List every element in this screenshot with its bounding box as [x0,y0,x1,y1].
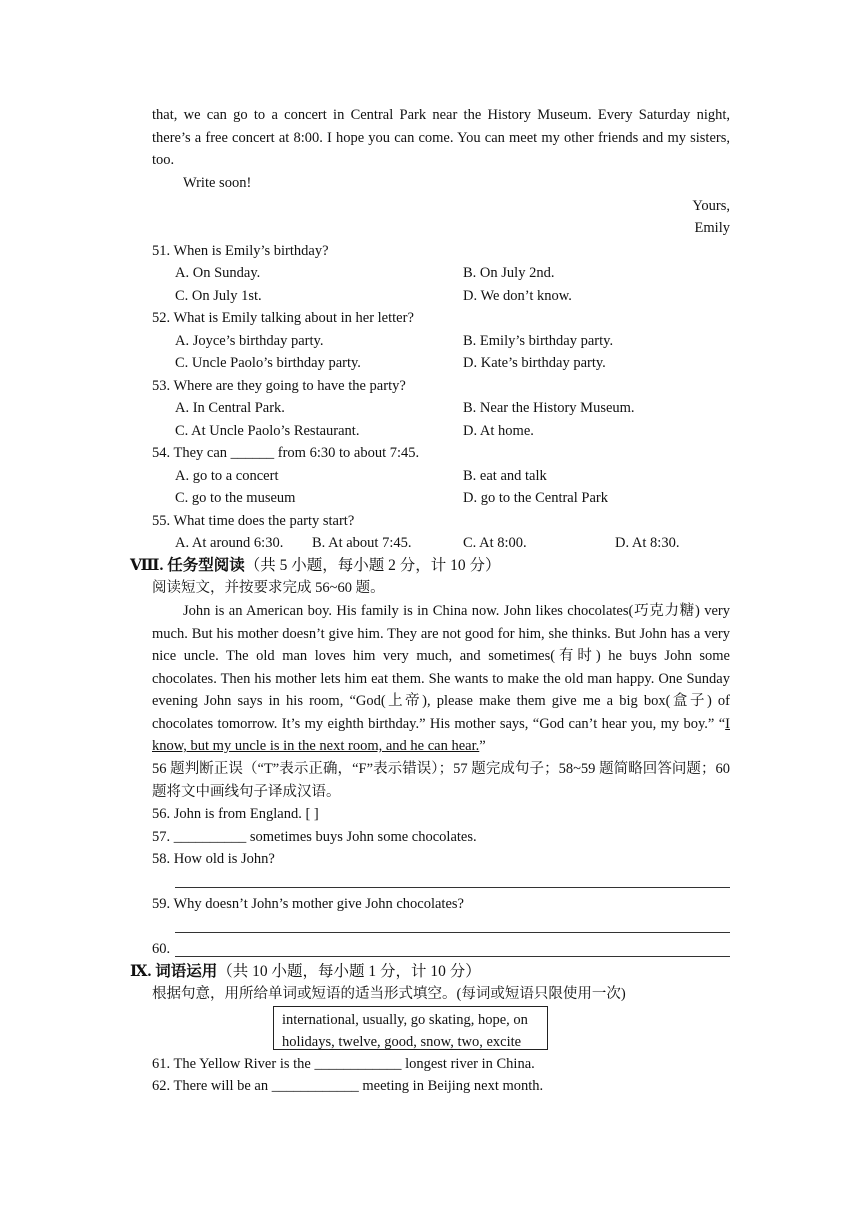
q51-option-b: B. On July 2nd. [463,265,555,281]
q54-option-c: C. go to the museum [175,490,296,506]
q53-option-b: B. Near the History Museum. [463,400,635,416]
answer-line-58[interactable] [175,887,730,888]
letter-closing: Write soon! [183,175,252,191]
word-bank-box [273,1006,548,1050]
section-8-instruction: 阅读短文，并按要求完成 56~60 题。 [152,580,385,596]
q52-option-d: D. Kate’s birthday party. [463,355,606,371]
q54-option-d: D. go to the Central Park [463,490,608,506]
passage-underlined-sentence: I know, but my uncle is in the next room, and he can hear. [152,715,730,754]
answer-line-59[interactable] [175,932,730,933]
question-59: 59. Why doesn’t John’s mother give John chocolates? [152,896,464,912]
word-bank-line-2: holidays, twelve, good, snow, two, excite [282,1034,522,1050]
question-62: 62. There will be an ____________ meeting in Beijing next month. [152,1078,544,1094]
section-8-note: （共 5 小题，每小题 2 分，计 10 分） [244,557,501,574]
question-57: 57. __________ sometimes buys John some chocolates. [152,829,477,845]
answer-line-60[interactable] [175,956,730,957]
passage-end: ” [479,738,486,754]
passage-text: John is an American boy. His family is in China now. John likes chocolates(巧克力糖) very much. But his mother doesn’t give him. They are not good for him, she thinks. But John has a very nice uncle. The old man loves him very much, and sometimes(有时) he buys John some chocolates. Then his mother lets him eat them. She wants to make the old man happy. One Sunday evening John says in his room, “God(上帝), please make them give me a big box(盒子) of chocolates tomorrow. It’s my eighth birthday.” His mother says, “God can’t hear you, my boy.” “ [152,603,730,732]
letter-sign-yours: Yours, [692,198,730,214]
section-8-title: Ⅷ. 任务型阅读 [130,557,245,574]
task-instruction: 56 题判断正误（“T”表示正确，“F”表示错误）；57 题完成句子；58~59 题简略回答问题；60 题将文中画线句子译成汉语。 [152,761,730,800]
question-51: 51. When is Emily’s birthday? [152,243,329,259]
section-9-heading [130,961,481,983]
reading-passage [152,600,730,758]
question-61: 61. The Yellow River is the ____________ longest river in China. [152,1056,535,1072]
question-53: 53. Where are they going to have the party? [152,378,406,394]
q55-option-b: B. At about 7:45. [312,535,412,551]
letter-paragraph: that, we can go to a concert in Central Park near the History Museum. Every Saturday night, there’s a free concert at 8:00. I hope you can come. You can meet my other friends and my sisters, too. [152,107,730,168]
word-bank-line-1: international, usually, go skating, hope, on [282,1012,528,1028]
section-9-instruction: 根据句意，用所给单词或短语的适当形式填空。(每词或短语只限使用一次) [152,986,626,1002]
q53-option-d: D. At home. [463,423,534,439]
q52-option-c: C. Uncle Paolo’s birthday party. [175,355,361,371]
q52-option-a: A. Joyce’s birthday party. [175,333,324,349]
question-60: 60. [152,941,171,957]
question-55: 55. What time does the party start? [152,513,355,529]
section-9-note: （共 10 小题，每小题 1 分，计 10 分） [217,963,481,980]
q51-option-a: A. On Sunday. [175,265,261,281]
q53-option-a: A. In Central Park. [175,400,285,416]
q55-option-a: A. At around 6:30. [175,535,284,551]
q51-option-c: C. On July 1st. [175,288,262,304]
q53-option-c: C. At Uncle Paolo’s Restaurant. [175,423,360,439]
question-58: 58. How old is John? [152,851,275,867]
q51-option-d: D. We don’t know. [463,288,572,304]
letter-sign-name: Emily [694,220,730,236]
section-9-title: Ⅸ. 词语运用 [130,963,218,980]
question-56: 56. John is from England. [ ] [152,806,319,822]
q55-option-c: C. At 8:00. [463,535,527,551]
q54-option-a: A. go to a concert [175,468,279,484]
q55-option-d: D. At 8:30. [615,535,680,551]
question-52: 52. What is Emily talking about in her letter? [152,310,414,326]
q54-option-b: B. eat and talk [463,468,547,484]
question-54: 54. They can ______ from 6:30 to about 7:45. [152,445,420,461]
section-8-heading [130,555,500,577]
q52-option-b: B. Emily’s birthday party. [463,333,614,349]
